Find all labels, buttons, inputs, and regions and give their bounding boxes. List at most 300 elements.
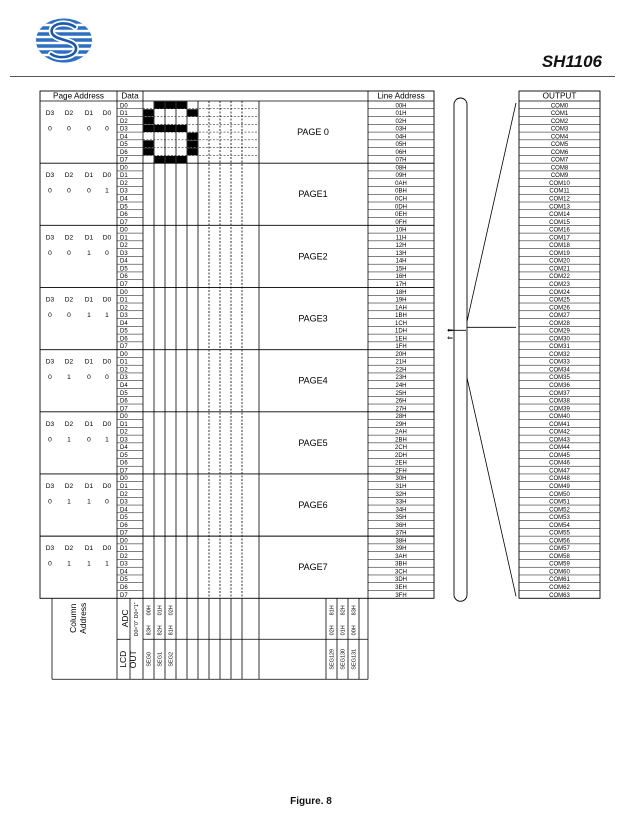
data-bit-label: D0 — [120, 538, 128, 545]
line-address-cell: 36H — [395, 522, 407, 529]
line-address-cell: 2FH — [395, 468, 407, 475]
line-address-cell: 3EH — [395, 585, 407, 592]
line-address-cell: 19H — [395, 297, 407, 304]
data-bit-label: D6 — [120, 585, 128, 592]
line-address-cell: 07H — [395, 157, 407, 164]
page-bit-value: 1 — [105, 436, 109, 444]
com-output-cell: COM29 — [549, 328, 570, 335]
page-bit-header: D0 — [102, 234, 112, 242]
page-bit-header: D0 — [102, 483, 112, 490]
line-address-cell: 1FH — [395, 344, 407, 351]
page0-pixel — [177, 102, 187, 109]
line-address-cell: 37H — [395, 530, 407, 537]
adc-value: 82H — [157, 625, 164, 636]
com-output-cell: COM28 — [549, 320, 570, 327]
page-bit-header: D1 — [84, 234, 94, 242]
page-bit-header: D3 — [45, 110, 55, 118]
com-output-cell: COM19 — [549, 250, 570, 257]
line-address-cell: 3BH — [395, 561, 407, 568]
line-address-cell: 03H — [395, 126, 407, 133]
line-address-cell: 0AH — [395, 180, 407, 187]
page-bit-header: D0 — [102, 358, 112, 366]
line-address-cell: 12H — [395, 243, 407, 250]
data-bit-label: D2 — [120, 180, 128, 187]
line-address-cell: 16H — [395, 274, 407, 281]
line-address-cell: 3DH — [394, 577, 408, 584]
com-output-cell: COM34 — [549, 367, 570, 374]
page-bit-value: 1 — [87, 249, 91, 257]
com-output-cell: COM16 — [549, 227, 570, 234]
line-address-cell: 10H — [395, 227, 407, 234]
data-bit-label: D3 — [120, 375, 128, 382]
data-bit-label: D4 — [120, 258, 128, 265]
line-address-cell: 2CH — [394, 445, 408, 452]
com-output-cell: COM12 — [549, 196, 570, 203]
seg-label: SEG1 — [157, 651, 164, 667]
page-bit-header: D3 — [45, 420, 55, 428]
com-output-cell: COM44 — [549, 445, 570, 452]
data-bit-label: D0 — [120, 227, 128, 234]
data-bit-label: D0 — [120, 476, 128, 483]
data-bit-label: D6 — [120, 522, 128, 529]
data-bit-label: D0 — [120, 103, 128, 110]
line-address-cell: 13H — [395, 250, 407, 257]
page-bit-value: 1 — [87, 498, 91, 506]
data-bit-label: D1 — [120, 297, 128, 304]
page-bit-value: 0 — [67, 187, 71, 195]
page-bit-header: D2 — [64, 358, 74, 366]
page-bit-header: D1 — [84, 296, 94, 304]
line-address-cell: 11H — [395, 235, 407, 242]
line-address-header: Line Address — [377, 91, 425, 101]
data-bit-label: D0 — [120, 414, 128, 421]
page-bit-value: 0 — [48, 125, 52, 133]
column-address-label: Column — [68, 603, 78, 633]
page0-pixel — [144, 148, 154, 155]
data-bit-label: D3 — [120, 437, 128, 444]
line-address-cell: 35H — [395, 515, 407, 522]
fanout-line-top — [467, 103, 516, 322]
adc-value: 81H — [329, 605, 336, 616]
com-output-cell: COM40 — [549, 414, 570, 421]
com-output-cell: COM62 — [549, 585, 570, 592]
page-bit-value: 0 — [67, 249, 71, 257]
data-bit-label: D0 — [120, 351, 128, 358]
page-bit-value: 0 — [48, 312, 52, 320]
line-address-cell: 22H — [395, 367, 407, 374]
data-bit-label: D5 — [120, 266, 128, 273]
page-bit-header: D0 — [102, 296, 112, 304]
com-output-cell: COM14 — [549, 212, 570, 219]
data-bit-label: D7 — [120, 592, 128, 599]
seg-label: SEG2 — [168, 651, 175, 667]
adc-label: ADC — [120, 609, 130, 628]
data-bit-label: D4 — [120, 569, 128, 576]
page-bit-header: D1 — [84, 483, 94, 490]
line-address-cell: 09H — [395, 173, 407, 180]
com-output-cell: COM56 — [549, 538, 570, 545]
adc-value: 00H — [146, 605, 153, 616]
com-output-cell: COM15 — [549, 219, 570, 226]
line-address-cell: 2AH — [395, 429, 407, 436]
page-bit-header: D1 — [84, 110, 94, 118]
data-bit-label: D2 — [120, 305, 128, 312]
line-address-cell: 2DH — [394, 452, 408, 459]
data-bit-label: D5 — [120, 142, 128, 149]
data-bit-label: D7 — [120, 219, 128, 226]
page-bit-value: 0 — [105, 374, 109, 382]
lcd-out-label: OUT — [128, 650, 138, 669]
com-output-cell: COM25 — [549, 297, 570, 304]
page-bit-header: D0 — [102, 420, 112, 428]
adc-value: 01H — [340, 625, 347, 636]
line-address-cell: 21H — [395, 359, 407, 366]
page-label: PAGE5 — [298, 437, 328, 448]
page-bit-header: D0 — [102, 545, 112, 553]
page-bit-header: D2 — [64, 234, 74, 242]
page-bit-value: 1 — [105, 187, 109, 195]
com-output-cell: COM24 — [549, 289, 570, 296]
line-address-cell: 1AH — [395, 305, 407, 312]
page-bit-value: 1 — [67, 436, 71, 444]
lcd-label: LCD — [118, 650, 128, 668]
com-output-cell: COM54 — [549, 522, 570, 529]
adc-value: 81H — [168, 625, 175, 636]
com-output-cell: COM17 — [549, 235, 570, 242]
page-bit-value: 0 — [48, 560, 52, 568]
line-address-cell: 14H — [395, 258, 407, 265]
data-bit-label: D6 — [120, 398, 128, 405]
page0-pixel — [155, 102, 165, 109]
com-output-cell: COM49 — [549, 484, 570, 490]
seg-label: SEG129 — [329, 648, 336, 670]
com-output-cell: COM20 — [549, 258, 570, 265]
page-bit-header: D0 — [102, 110, 112, 118]
com-output-cell: COM47 — [549, 468, 570, 475]
line-address-cell: 0BH — [395, 188, 407, 195]
adc-value: 83H — [351, 605, 358, 616]
page-label: PAGE3 — [298, 313, 328, 324]
com-output-cell: COM4 — [550, 134, 569, 141]
page0-pixel — [166, 156, 176, 163]
data-bit-label: D1 — [120, 235, 128, 242]
data-bit-label: D0 — [120, 165, 128, 172]
page-bit-header: D1 — [84, 420, 94, 428]
line-address-cell: 1DH — [394, 328, 408, 335]
com-output-cell: COM51 — [549, 499, 570, 506]
com-output-cell: COM33 — [549, 359, 570, 366]
com-output-cell: COM26 — [549, 305, 570, 312]
line-address-cell: 2BH — [395, 437, 407, 444]
data-bit-label: D6 — [120, 149, 128, 156]
page-bit-header: D3 — [45, 172, 55, 180]
page-address-header: Page Address — [53, 91, 104, 101]
line-address-cell: 1CH — [394, 320, 408, 327]
line-address-cell: 28H — [395, 414, 407, 421]
com-output-cell: COM63 — [549, 592, 570, 599]
data-bit-label: D6 — [120, 336, 128, 343]
data-bit-label: D3 — [120, 126, 128, 133]
page-bit-header: D3 — [45, 296, 55, 304]
data-bit-label: D2 — [120, 243, 128, 250]
page-label: PAGE6 — [298, 500, 328, 511]
data-bit-label: D5 — [120, 577, 128, 584]
data-bit-label: D2 — [120, 491, 128, 498]
page0-pixel — [144, 109, 154, 116]
com-output-cell: COM36 — [549, 382, 570, 389]
page-bit-header: D3 — [45, 545, 55, 553]
com-output-cell: COM35 — [549, 375, 570, 382]
page-label: PAGE 0 — [297, 127, 329, 138]
data-bit-label: D2 — [120, 367, 128, 374]
adc-value: 02H — [168, 605, 175, 616]
seg-label: SEG0 — [146, 651, 153, 667]
data-bit-label: D4 — [120, 134, 128, 141]
page-label: PAGE1 — [298, 189, 328, 200]
page0-pixel — [166, 125, 176, 132]
page-bit-value: 1 — [67, 498, 71, 506]
line-address-cell: 2EH — [395, 460, 407, 467]
page0-pixel — [177, 156, 187, 163]
data-bit-label: D7 — [120, 281, 128, 288]
line-address-cell: 04H — [395, 134, 407, 141]
page-bit-value: 0 — [87, 187, 91, 195]
page-bit-header: D0 — [102, 172, 112, 180]
com-output-cell: COM7 — [550, 157, 569, 164]
page-bit-header: D2 — [64, 110, 74, 118]
page-bit-value: 0 — [87, 374, 91, 382]
data-bit-label: D4 — [120, 507, 128, 514]
line-address-cell: 17H — [395, 281, 407, 288]
com-output-cell: COM18 — [549, 243, 570, 250]
page-bit-header: D3 — [45, 234, 55, 242]
line-address-cell: 1EH — [395, 336, 407, 343]
page-bit-value: 0 — [48, 374, 52, 382]
com-output-cell: COM37 — [549, 390, 570, 397]
data-bit-label: D6 — [120, 274, 128, 281]
line-address-cell: 24H — [395, 382, 407, 389]
com-output-cell: COM38 — [549, 398, 570, 405]
com-output-cell: COM57 — [549, 546, 570, 553]
page-bit-value: 0 — [87, 125, 91, 133]
page-bit-value: 0 — [105, 125, 109, 133]
com-output-cell: COM3 — [550, 126, 569, 133]
data-bit-label: D1 — [120, 173, 128, 180]
data-bit-label: D2 — [120, 429, 128, 436]
data-bit-label: D2 — [120, 553, 128, 560]
com-output-cell: COM42 — [549, 429, 570, 436]
data-bit-label: D2 — [120, 118, 128, 125]
com-output-cell: COM32 — [549, 351, 570, 358]
page-bit-header: D1 — [84, 545, 94, 553]
main-table-frame — [40, 91, 434, 598]
page-bit-header: D3 — [45, 483, 55, 490]
page0-pixel — [144, 140, 154, 147]
com-output-cell: COM13 — [549, 204, 570, 211]
com-output-cell: COM30 — [549, 336, 570, 343]
adc-d0-0-label: D0="0" — [134, 620, 140, 637]
data-bit-label: D4 — [120, 196, 128, 203]
data-bit-label: D1 — [120, 546, 128, 553]
page-bit-value: 0 — [48, 498, 52, 506]
data-bit-label: D5 — [120, 452, 128, 459]
com-output-cell: COM43 — [549, 437, 570, 444]
fanout-line-bottom — [467, 378, 516, 597]
page0-pixel — [188, 133, 198, 140]
page-bit-value: 0 — [105, 498, 109, 506]
com-output-cell: COM50 — [549, 491, 570, 498]
com-output-cell: COM31 — [549, 344, 570, 351]
figure-caption: Figure. 8 — [290, 796, 332, 807]
com-output-cell: COM10 — [549, 180, 570, 187]
page0-pixel — [144, 125, 154, 132]
data-header: Data — [121, 91, 139, 101]
com-output-cell: COM45 — [549, 452, 570, 459]
line-address-cell: 02H — [395, 118, 407, 125]
data-bit-label: D1 — [120, 111, 128, 118]
page-bit-header: D2 — [64, 420, 74, 428]
page0-pixel — [188, 148, 198, 155]
data-bit-label: D5 — [120, 204, 128, 211]
page-bit-value: 0 — [67, 125, 71, 133]
line-address-cell: 0EH — [395, 212, 407, 219]
line-address-cell: 33H — [395, 499, 407, 506]
seg-label: SEG131 — [351, 648, 358, 670]
com-output-cell: COM39 — [549, 406, 570, 413]
page0-pixel — [177, 125, 187, 132]
com-output-cell: COM60 — [549, 569, 570, 576]
com-output-cell: COM23 — [549, 281, 570, 288]
data-bit-label: D3 — [120, 250, 128, 257]
page0-pixel — [155, 125, 165, 132]
com-output-cell: COM9 — [550, 173, 569, 180]
line-address-cell: 39H — [395, 546, 407, 553]
adc-d0-1-label: D0="1" — [134, 602, 140, 619]
adc-value: 01H — [157, 605, 164, 616]
com-output-cell: COM52 — [549, 507, 570, 514]
line-address-cell: 20H — [395, 351, 407, 358]
adc-value: 02H — [329, 625, 336, 636]
line-address-cell: 23H — [395, 375, 407, 382]
line-address-cell: 0FH — [395, 219, 407, 226]
com-output-cell: COM8 — [550, 165, 569, 172]
line-address-cell: 30H — [395, 476, 407, 483]
data-bit-label: D5 — [120, 390, 128, 397]
line-address-cell: 31H — [395, 484, 407, 490]
data-bit-label: D7 — [120, 157, 128, 164]
com-output-cell: COM41 — [549, 421, 570, 428]
page-bit-value: 1 — [105, 312, 109, 320]
page-bit-header: D2 — [64, 296, 74, 304]
com-output-cell: COM2 — [550, 118, 569, 125]
line-address-cell: 06H — [395, 149, 407, 156]
data-bit-label: D0 — [120, 289, 128, 296]
page0-pixel — [188, 140, 198, 147]
data-bit-label: D7 — [120, 530, 128, 537]
page-label: PAGE7 — [298, 562, 328, 573]
com-output-cell: COM58 — [549, 553, 570, 560]
data-bit-label: D5 — [120, 328, 128, 335]
start-arrow-icon: ⇐ — [447, 335, 453, 343]
page-bit-value: 1 — [105, 560, 109, 568]
line-address-cell: 3FH — [395, 592, 407, 599]
data-bit-label: D4 — [120, 382, 128, 389]
com-output-cell: COM46 — [549, 460, 570, 467]
com-output-cell: COM11 — [549, 188, 570, 195]
data-bit-label: D7 — [120, 406, 128, 413]
page-bit-value: 0 — [105, 249, 109, 257]
page-bit-value: 0 — [48, 187, 52, 195]
page-bit-header: D1 — [84, 172, 94, 180]
seg-label: SEG130 — [340, 648, 347, 670]
data-bit-label: D5 — [120, 515, 128, 522]
data-bit-label: D6 — [120, 212, 128, 219]
page-bit-header: D1 — [84, 358, 94, 366]
line-address-cell: 18H — [395, 289, 407, 296]
line-address-cell: 00H — [395, 103, 407, 110]
data-bit-label: D1 — [120, 484, 128, 490]
line-address-cell: 0DH — [394, 204, 408, 211]
line-address-cell: 08H — [395, 165, 407, 172]
page-bit-value: 0 — [48, 249, 52, 257]
adc-value: 00H — [351, 625, 358, 636]
com-output-cell: COM53 — [549, 515, 570, 522]
page-bit-header: D2 — [64, 483, 74, 490]
data-bit-label: D6 — [120, 460, 128, 467]
start-arrow-icon: ⇐ — [447, 327, 453, 335]
page-label: PAGE2 — [298, 251, 328, 262]
page-bit-value: 0 — [48, 436, 52, 444]
line-address-cell: 15H — [395, 266, 407, 273]
com-output-cell: COM61 — [549, 577, 570, 584]
line-address-cell: 38H — [395, 538, 407, 545]
page0-pixel — [144, 117, 154, 124]
com-output-cell: COM21 — [549, 266, 570, 273]
data-bit-label: D7 — [120, 468, 128, 475]
page0-pixel — [166, 102, 176, 109]
data-bit-label: D4 — [120, 445, 128, 452]
line-address-cell: 32H — [395, 491, 407, 498]
line-address-cell: 25H — [395, 390, 407, 397]
page-bit-value: 1 — [87, 560, 91, 568]
page-bit-value: 1 — [67, 374, 71, 382]
line-address-cell: 29H — [395, 421, 407, 428]
page-label: PAGE4 — [298, 375, 328, 386]
line-address-cell: 3CH — [394, 569, 408, 576]
data-bit-label: D3 — [120, 188, 128, 195]
line-address-cell: 3AH — [395, 553, 407, 560]
data-bit-label: D3 — [120, 313, 128, 320]
com-output-cell: COM22 — [549, 274, 570, 281]
com-output-cell: COM59 — [549, 561, 570, 568]
data-bit-label: D3 — [120, 499, 128, 506]
page0-pixel — [188, 109, 198, 116]
page-bit-header: D2 — [64, 545, 74, 553]
adc-value: 82H — [340, 605, 347, 616]
com-output-cell: COM1 — [550, 111, 569, 118]
com-output-cell: COM27 — [549, 313, 570, 320]
scan-direction-bar — [454, 98, 467, 601]
com-output-cell: COM5 — [550, 142, 569, 149]
data-bit-label: D3 — [120, 561, 128, 568]
com-output-cell: COM0 — [550, 103, 569, 110]
data-bit-label: D1 — [120, 421, 128, 428]
adc-value: 83H — [146, 625, 153, 636]
data-bit-label: D7 — [120, 344, 128, 351]
line-address-cell: 34H — [395, 507, 407, 514]
page-bit-value: 1 — [87, 312, 91, 320]
line-address-cell: 01H — [395, 111, 407, 118]
